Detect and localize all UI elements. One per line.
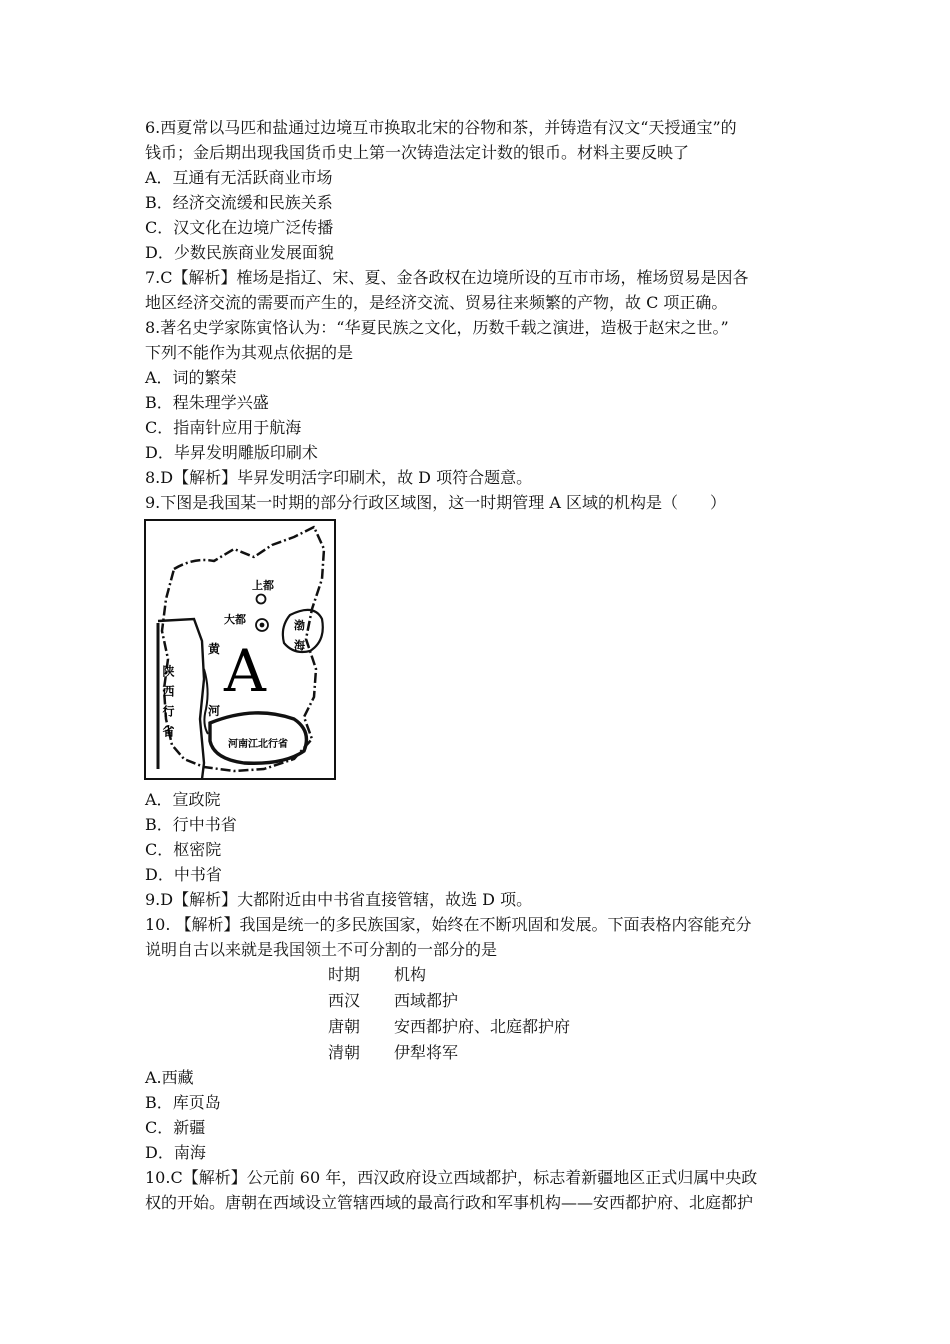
q10-table-header xyxy=(328,965,426,985)
q10-table-row xyxy=(328,1017,570,1037)
q8-option-d: D．毕昇发明雕版印刷术 xyxy=(145,443,318,462)
q9-option-b: B．行中书省 xyxy=(145,815,237,834)
table-cell: 唐朝 xyxy=(328,1017,361,1036)
q6-option-d: D．少数民族商业发展面貌 xyxy=(145,243,334,262)
q8-option-b: B．程朱理学兴盛 xyxy=(145,393,269,412)
q9-option-d: D．中书省 xyxy=(145,865,222,884)
a7-line2: 地区经济交流的需要而产生的，是经济交流、贸易往来频繁的产物，故 C 项正确。 xyxy=(145,293,728,312)
q8-stem-line2: 下列不能作为其观点依据的是 xyxy=(145,343,354,362)
label-huang: 黄 xyxy=(208,642,221,656)
table-header-period: 时期 xyxy=(328,965,361,984)
q6-stem-line1: 6.西夏常以马匹和盐通过边境互市换取北宋的谷物和茶，并铸造有汉文“天授通宝”的 xyxy=(145,118,737,137)
label-area-a: A xyxy=(224,637,266,705)
table-cell: 西域都护 xyxy=(394,991,459,1010)
q10-option-c: C．新疆 xyxy=(145,1118,206,1137)
label-henan-province: 河南江北行省 xyxy=(228,739,288,750)
q10-stem-line1: 10. 【解析】我国是统一的多民族国家，始终在不断巩固和发展。下面表格内容能充分 xyxy=(145,915,752,934)
q9-answer: 9.D【解析】大都附近由中书省直接管辖，故选 D 项。 xyxy=(145,890,533,909)
q8-stem-line1: 8.著名史学家陈寅恪认为：“华夏民族之文化，历数千载之演进，造极于赵宋之世。” xyxy=(145,318,729,337)
q6-stem-line2: 钱币；金后期出现我国货币史上第一次铸造法定计数的银币。材料主要反映了 xyxy=(145,143,690,162)
q10-option-b: B．库页岛 xyxy=(145,1093,221,1112)
label-he: 河 xyxy=(208,704,221,718)
q10-option-d: D．南海 xyxy=(145,1143,206,1162)
q10-answer-line2: 权的开始。唐朝在西域设立管辖西域的最高行政和军事机构——安西都护府、北庭都护 xyxy=(145,1193,754,1212)
table-cell: 西汉 xyxy=(328,991,361,1010)
q10-answer-line1: 10.C【解析】公元前 60 年，西汉政府设立西域都护，标志着新疆地区正式归属中央政 xyxy=(145,1168,758,1187)
dadu-marker-inner xyxy=(260,623,265,628)
label-shaanxi-province: 陕西行省 xyxy=(161,665,175,745)
q8-answer: 8.D【解析】毕昇发明活字印刷术，故 D 项符合题意。 xyxy=(145,468,533,487)
q9-option-c: C．枢密院 xyxy=(145,840,222,859)
q10-option-a: A.西藏 xyxy=(145,1068,194,1087)
yuan-admin-map xyxy=(144,519,336,780)
a7-line1: 7.C【解析】榷场是指辽、宋、夏、金各政权在边境所设的互市市场，榷场贸易是因各 xyxy=(145,268,749,287)
q8-option-c: C．指南针应用于航海 xyxy=(145,418,302,437)
table-cell: 伊犁将军 xyxy=(394,1043,459,1062)
q6-option-b: B．经济交流缓和民族关系 xyxy=(145,193,333,212)
label-bo: 渤 xyxy=(294,619,305,632)
table-header-institution: 机构 xyxy=(394,965,427,984)
q10-table-row xyxy=(328,1043,458,1063)
table-cell: 安西都护府、北庭都护府 xyxy=(394,1017,571,1036)
label-dadu: 大都 xyxy=(224,613,246,626)
label-shangdu: 上都 xyxy=(252,579,274,592)
q6-option-c: C．汉文化在边境广泛传播 xyxy=(145,218,334,237)
q6-option-a: A．互通有无活跃商业市场 xyxy=(145,168,333,187)
q10-table-row xyxy=(328,991,458,1011)
label-hai: 海 xyxy=(294,639,305,652)
q10-stem-line2: 说明自古以来就是我国领土不可分割的一部分的是 xyxy=(145,940,498,959)
q9-stem: 9.下图是我国某一时期的部分行政区域图，这一时期管理 A 区域的机构是（ ） xyxy=(145,493,726,512)
q9-option-a: A．宣政院 xyxy=(145,790,221,809)
q8-option-a: A．词的繁荣 xyxy=(145,368,237,387)
table-cell: 清朝 xyxy=(328,1043,361,1062)
